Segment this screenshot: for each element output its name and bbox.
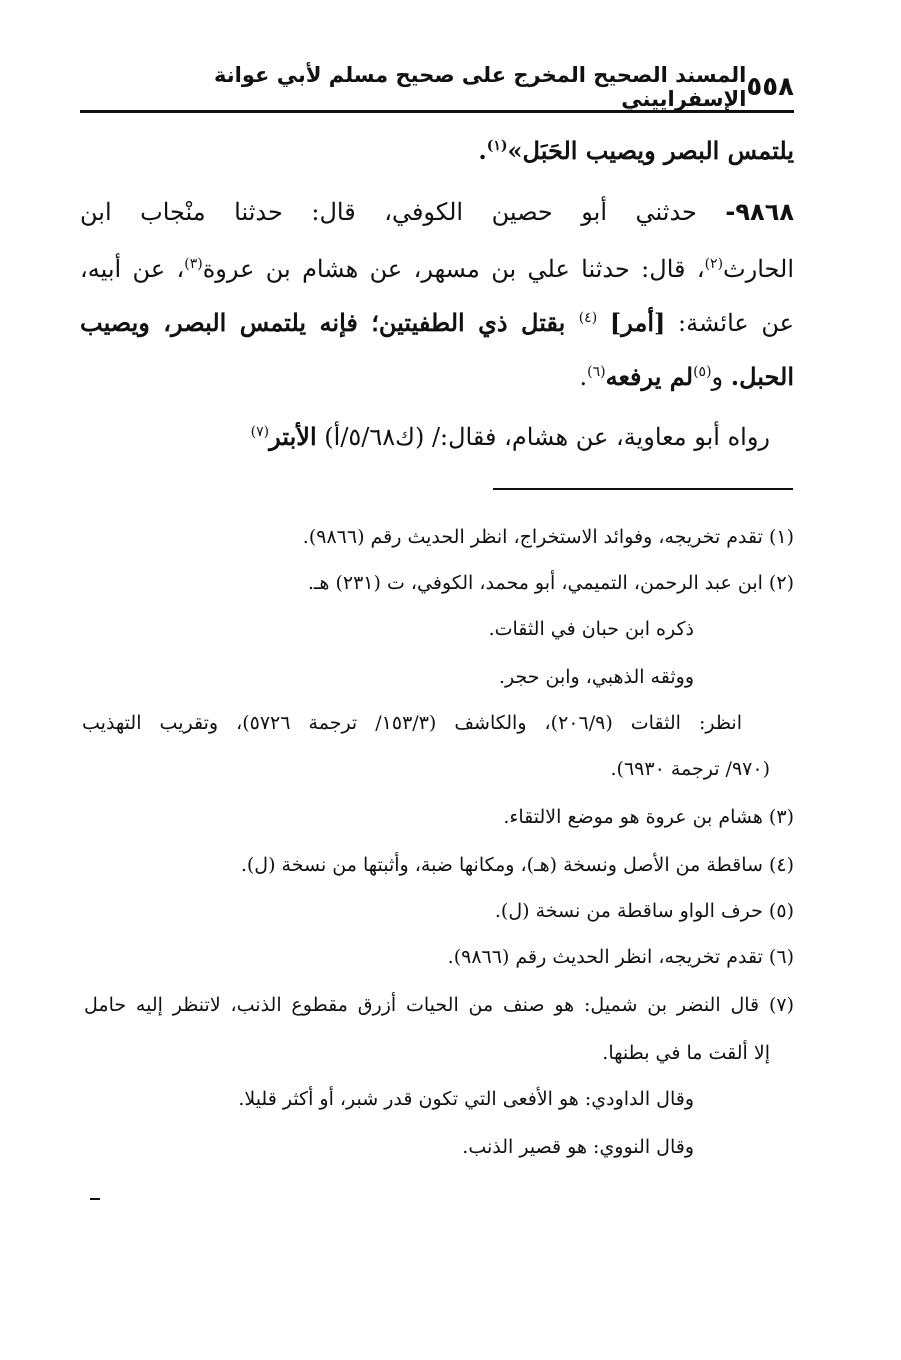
footnote-rule	[493, 488, 793, 490]
riwaya-line	[80, 404, 770, 465]
header-rule	[80, 110, 794, 113]
footnote-7-note: وقال الداودي: هو الأفعى التي تكون قدر شبر، أو أكثر قليلا.	[238, 1088, 694, 1110]
hadith-text: .	[579, 363, 588, 391]
footnote-7-cont: إلا ألقت ما في بطنها.	[602, 1042, 770, 1064]
footnote-1: (١) تقدم تخريجه، وفوائد الاستخراج، انظر الحديث رقم (٩٨٦٦).	[302, 526, 794, 548]
footnote-ref-5: (٥)	[693, 364, 712, 380]
hadith-text: و	[711, 363, 731, 391]
footnote-7: (٧) قال النضر بن شميل: هو صنف من الحيات أزرق مقطوع الذنب، لاتنظر إليه حامل	[84, 994, 794, 1016]
footnote-2-note: ذكره ابن حبان في الثقات.	[488, 618, 694, 640]
continuation-end: .	[478, 136, 487, 165]
footnote-6: (٦) تقدم تخريجه، انظر الحديث رقم (٩٨٦٦).	[447, 946, 794, 968]
riwaya-word: الأبتر	[269, 422, 317, 451]
footnote-ref-6: (٦)	[587, 364, 606, 380]
hadith-line-1	[80, 184, 794, 240]
footnote-ref-1: (١)	[486, 138, 508, 154]
footnote-ref-2: (٢)	[704, 256, 724, 272]
running-header	[172, 63, 794, 111]
hadith-line-2	[80, 236, 794, 297]
footnote-2-ref: انظر: الثقات (٢٠٦/٩)، والكاشف (١٥٣/٣/ ترجمة ٥٧٢٦)، وتقريب التهذيب	[82, 712, 742, 734]
hadith-matn: بقتل ذي الطفيتين؛ فإنه يلتمس البصر، ويصيب	[80, 308, 579, 337]
continuation-line	[80, 118, 794, 179]
footnote-3: (٣) هشام بن عروة هو موضع الالتقاء.	[503, 806, 794, 828]
footnote-4: (٤) ساقطة من الأصل ونسخة (هـ)، ومكانها ضبة، وأثبتها من نسخة (ل).	[240, 854, 794, 876]
page-number: ٥٥٨	[746, 72, 794, 102]
footnote-ref-4: (٤)	[578, 310, 598, 326]
hadith-text: ، قال: حدثنا علي بن مسهر، عن هشام بن عروة	[202, 255, 705, 283]
hadith-line-1-text: حدثني أبو حصين الكوفي، قال: حدثنا منْجاب ابن	[80, 198, 697, 226]
hadith-line-4	[80, 344, 794, 405]
hadith-line-3	[80, 290, 794, 351]
footnote-ref-7: (٧)	[250, 424, 270, 440]
book-title: المسند الصحيح المخرج على صحيح مسلم لأبي عوانة الإسفراييني	[214, 63, 747, 111]
hadith-number: ٩٨٦٨-	[725, 198, 794, 226]
hadith-matn: الحبل.	[730, 362, 794, 391]
continuation-text: يلتمس البصر ويصيب الحَبَل»	[507, 136, 794, 165]
riwaya-text: رواه أبو معاوية، عن هشام، فقال:/ (ك٥/٦٨/أ)	[316, 423, 770, 451]
page-mark	[90, 1198, 100, 1200]
hadith-text: الحارث	[723, 255, 795, 283]
hadith-text: ، عن أبيه،	[80, 255, 185, 283]
bracketed-word: [أمر]	[609, 308, 666, 337]
footnote-2-ref-cont: (٩٧٠/ ترجمة ٦٩٣٠).	[610, 758, 770, 780]
hadith-note: لم يرفعه	[605, 362, 694, 391]
footnote-ref-3: (٣)	[184, 256, 203, 272]
footnote-7-note: وقال النووي: هو قصير الذنب.	[462, 1136, 694, 1158]
footnote-2-note: ووثقه الذهبي، وابن حجر.	[498, 666, 694, 688]
hadith-text: عن عائشة:	[665, 309, 794, 337]
footnote-2: (٢) ابن عبد الرحمن، التميمي، أبو محمد، الكوفي، ت (٢٣١) هـ.	[307, 572, 794, 594]
footnote-5: (٥) حرف الواو ساقطة من نسخة (ل).	[494, 900, 794, 922]
